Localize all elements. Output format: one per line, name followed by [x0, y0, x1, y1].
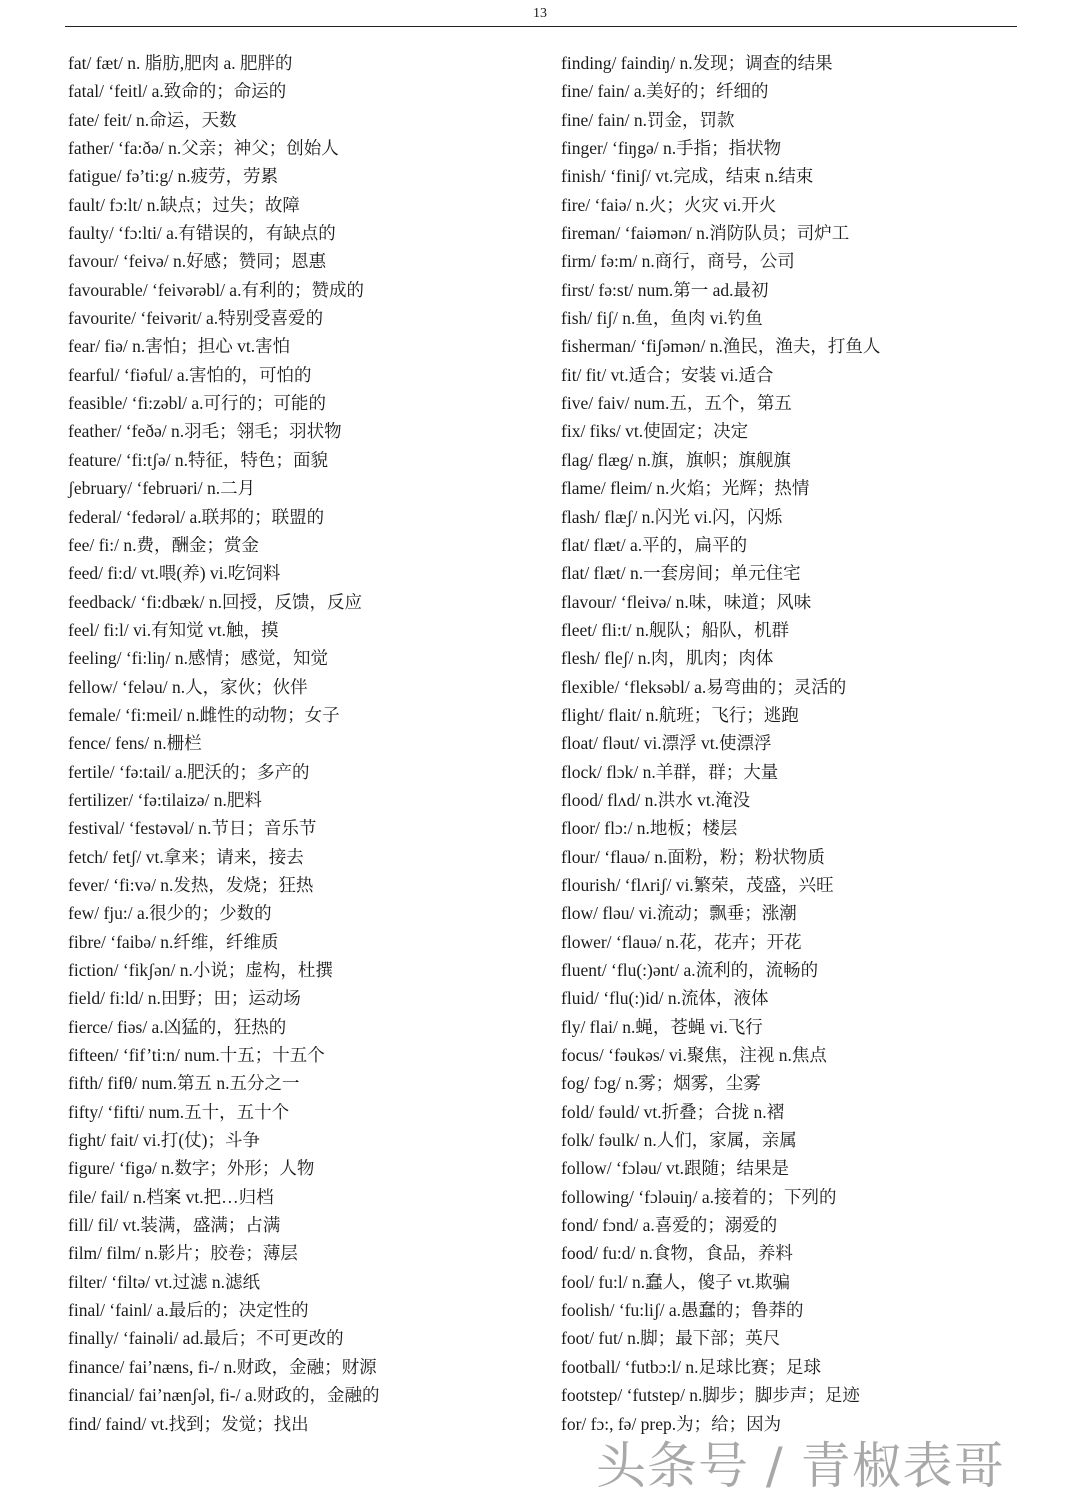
vocab-entry: fold/ fəuld/ vt.折叠；合拢 n.褶 [561, 1101, 785, 1122]
vocab-entry: football/ ‘futbɔ:l/ n.足球比赛；足球 [561, 1356, 822, 1377]
vocab-entry: fisherman/ ‘fiʃəmən/ n.渔民，渔夫，打鱼人 [561, 336, 881, 357]
vocab-entry: feeling/ ‘fi:liŋ/ n.感情；感觉，知觉 [68, 648, 328, 669]
vocab-entry: feedback/ ‘fi:dbæk/ n.回授，反馈，反应 [68, 591, 363, 612]
vocab-entry: ʃebruary/ ‘februəri/ n.二月 [68, 478, 256, 499]
header-rule [65, 26, 1017, 27]
vocab-entry: fight/ fait/ vi.打(仗)；斗争 [68, 1130, 260, 1151]
right-column [561, 49, 1041, 1438]
vocab-entry: favourite/ ‘feivərit/ a.特别受喜爱的 [68, 308, 324, 329]
vocab-entry: finger/ ‘fiŋgə/ n.手指；指状物 [561, 138, 782, 159]
vocab-entry: fit/ fit/ vt.适合；安装 vi.适合 [561, 364, 774, 385]
vocab-entry: finance/ fai’næns, fi-/ n.财政，金融；财源 [68, 1356, 377, 1377]
vocab-entry: fatigue/ fə’ti:g/ n.疲劳，劳累 [68, 166, 279, 187]
vocab-entry: fifteen/ ‘fif’ti:n/ num.十五；十五个 [68, 1045, 325, 1066]
vocab-entry: favourable/ ‘feivərəbl/ a.有利的；赞成的 [68, 279, 364, 300]
vocab-entry: faulty/ ‘fɔ:lti/ a.有错误的，有缺点的 [68, 223, 336, 244]
vocab-entry: for/ fɔ:, fə/ prep.为；给；因为 [561, 1413, 782, 1434]
vocab-entry: fish/ fiʃ/ n.鱼，鱼肉 vi.钓鱼 [561, 308, 763, 329]
vocab-entry: film/ film/ n.影片；胶卷；薄层 [68, 1243, 298, 1264]
vocab-entry: finding/ faindiŋ/ n.发现；调查的结果 [561, 53, 833, 73]
vocab-entry: father/ ‘fa:ðə/ n.父亲；神父；创始人 [68, 138, 339, 159]
vocab-entry: flower/ ‘flauə/ n.花，花卉；开花 [561, 931, 802, 952]
vocab-entry: fatal/ ‘feitl/ a.致命的；命运的 [68, 81, 287, 102]
vocab-entry: fierce/ fiəs/ a.凶猛的，狂热的 [68, 1016, 287, 1037]
vocab-entry: few/ fju:/ a.很少的；少数的 [68, 903, 272, 924]
vocab-entry: flood/ flʌd/ n.洪水 vt.淹没 [561, 789, 751, 810]
vocab-entry: fate/ feit/ n.命运，天数 [68, 109, 237, 130]
vocab-entry: flash/ flæʃ/ n.闪光 vi.闪，闪烁 [561, 506, 783, 527]
vocab-entry: fearful/ ‘fiəful/ a.害怕的，可怕的 [68, 364, 312, 385]
vocab-entry: fellow/ ‘feləu/ n.人，家伙；伙伴 [68, 676, 308, 697]
vocab-entry: flesh/ fleʃ/ n.肉，肌肉；肉体 [561, 648, 774, 669]
vocab-entry: fifty/ ‘fifti/ num.五十，五十个 [68, 1101, 290, 1122]
vocab-entry: fly/ flai/ n.蝇，苍蝇 vi.飞行 [561, 1016, 763, 1037]
vocab-entry: flame/ fleim/ n.火焰；光辉；热情 [561, 478, 810, 499]
vocab-entry: fireman/ ‘faiəmən/ n.消防队员；司炉工 [561, 223, 850, 244]
vocab-entry: flag/ flæg/ n.旗，旗帜；旗舰旗 [561, 449, 791, 470]
vocab-entry: foot/ fut/ n.脚；最下部；英尺 [561, 1328, 781, 1349]
watermark: 头条号 / 青椒表哥 [596, 1437, 1005, 1495]
vocab-entry: fluent/ ‘flu(:)ənt/ a.流利的，流畅的 [561, 960, 819, 980]
vocab-entry: following/ ‘fɔləuiŋ/ a.接着的；下列的 [561, 1186, 837, 1207]
vocab-entry: focus/ ‘fəukəs/ vi.聚焦，注视 n.焦点 [561, 1045, 827, 1066]
vocab-entry: federal/ ‘fedərəl/ a.联邦的；联盟的 [68, 506, 325, 527]
vocab-entry: fine/ fain/ a.美好的；纤细的 [561, 81, 769, 102]
vocab-entry: fertilizer/ ‘fə:tilaizə/ n.肥料 [68, 789, 262, 810]
vocab-entry: folk/ fəulk/ n.人们，家属，亲属 [561, 1130, 797, 1151]
vocab-entry: fault/ fɔ:lt/ n.缺点；过失；故障 [68, 194, 300, 215]
vocab-entry: five/ faiv/ num.五，五个，第五 [561, 393, 792, 414]
vocab-entry: flat/ flæt/ n.一套房间；单元住宅 [561, 563, 801, 584]
vocab-entry: fiction/ ‘fikʃən/ n.小说；虚构，杜撰 [68, 960, 333, 980]
vocab-entry: fine/ fain/ n.罚金，罚款 [561, 109, 735, 130]
left-column [68, 49, 538, 1438]
vocab-entry: filter/ ‘filtə/ vt.过滤 n.滤纸 [68, 1271, 260, 1292]
vocab-entry: festival/ ‘festəvəl/ n.节日；音乐节 [68, 818, 317, 839]
vocab-entry: field/ fi:ld/ n.田野；田；运动场 [68, 988, 301, 1009]
vocab-entry: follow/ ‘fɔləu/ vt.跟随；结果是 [561, 1158, 789, 1179]
vocab-entry: financial/ fai’nænʃəl, fi-/ a.财政的，金融的 [68, 1385, 380, 1406]
vocab-entry: first/ fə:st/ num.第一 ad.最初 [561, 279, 769, 300]
vocab-entry: fibre/ ‘faibə/ n.纤维，纤维质 [68, 931, 279, 952]
vocab-entry: fertile/ ‘fə:tail/ a.肥沃的；多产的 [68, 761, 310, 782]
vocab-entry: fool/ fu:l/ n.蠢人，傻子 vt.欺骗 [561, 1271, 790, 1292]
vocab-entry: fix/ fiks/ vt.使固定；决定 [561, 421, 749, 442]
vocab-entry: female/ ‘fi:meil/ n.雌性的动物；女子 [68, 704, 340, 725]
vocab-entry: fat/ fæt/ n. 脂肪,肥肉 a. 肥胖的 [68, 53, 293, 73]
vocab-entry: flourish/ ‘flʌriʃ/ vi.繁荣，茂盛，兴旺 [561, 874, 834, 895]
vocab-entry: flight/ flait/ n.航班；飞行；逃跑 [561, 704, 799, 725]
vocab-entry: fee/ fi:/ n.费，酬金；赏金 [68, 534, 260, 555]
vocab-entry: feel/ fi:l/ vi.有知觉 vt.触，摸 [68, 619, 279, 640]
vocab-entry: flour/ ‘flauə/ n.面粉，粉；粉状物质 [561, 846, 825, 867]
page-number: 13 [533, 6, 547, 21]
vocab-entry: feasible/ ‘fi:zəbl/ a.可行的；可能的 [68, 393, 327, 414]
vocab-entry: fill/ fil/ vt.装满，盛满；占满 [68, 1215, 281, 1236]
vocab-entry: fifth/ fifθ/ num.第五 n.五分之一 [68, 1073, 300, 1094]
vocab-entry: feed/ fi:d/ vt.喂(养) vi.吃饲料 [68, 563, 281, 584]
vocab-entry: flock/ flɔk/ n.羊群，群；大量 [561, 761, 779, 782]
vocab-entry: file/ fail/ n.档案 vt.把…归档 [68, 1186, 274, 1207]
vocab-entry: feature/ ‘fi:tʃə/ n.特征，特色；面貌 [68, 449, 329, 470]
vocab-entry: figure/ ‘figə/ n.数字；外形；人物 [68, 1158, 315, 1179]
vocab-entry: feather/ ‘feðə/ n.羽毛；翎毛；羽状物 [68, 421, 342, 442]
vocab-entry: flow/ fləu/ vi.流动；飘垂；涨潮 [561, 903, 797, 924]
vocab-entry: firm/ fə:m/ n.商行，商号，公司 [561, 251, 795, 272]
vocab-entry: fog/ fɔg/ n.雾；烟雾，尘雾 [561, 1073, 761, 1094]
vocab-entry: flavour/ ‘fleivə/ n.味，味道；风味 [561, 591, 812, 612]
vocab-entry: find/ faind/ vt.找到；发觉；找出 [68, 1413, 309, 1434]
vocab-entry: food/ fu:d/ n.食物，食品，养料 [561, 1243, 793, 1264]
vocab-entry: fence/ fens/ n.栅栏 [68, 733, 202, 754]
vocab-entry: fetch/ fetʃ/ vt.拿来；请来，接去 [68, 846, 304, 867]
vocab-entry: fluid/ ‘flu(:)id/ n.流体，液体 [561, 988, 769, 1009]
vocab-entry: flexible/ ‘fleksəbl/ a.易弯曲的；灵活的 [561, 676, 847, 697]
vocab-entry: finish/ ‘finiʃ/ vt.完成，结束 n.结束 [561, 166, 814, 187]
vocab-entry: fear/ fiə/ n.害怕；担心 vt.害怕 [68, 336, 291, 357]
vocab-entry: floor/ flɔ:/ n.地板；楼层 [561, 818, 738, 839]
vocab-entry: footstep/ ‘futstep/ n.脚步；脚步声；足迹 [561, 1385, 860, 1406]
vocab-entry: favour/ ‘feivə/ n.好感；赞同；恩惠 [68, 251, 327, 272]
vocab-entry: finally/ ‘fainəli/ ad.最后；不可更改的 [68, 1328, 344, 1349]
vocab-entry: fond/ fɔnd/ a.喜爱的；溺爱的 [561, 1215, 778, 1236]
vocab-entry: fire/ ‘faiə/ n.火；火灾 vi.开火 [561, 194, 777, 215]
vocab-entry: fever/ ‘fi:və/ n.发热，发烧；狂热 [68, 874, 314, 895]
vocab-entry: float/ fləut/ vi.漂浮 vt.使漂浮 [561, 733, 772, 754]
vocab-entry: foolish/ ‘fu:liʃ/ a.愚蠢的；鲁莽的 [561, 1300, 804, 1321]
vocab-entry: flat/ flæt/ a.平的，扁平的 [561, 534, 748, 555]
vocab-entry: final/ ‘fainl/ a.最后的；决定性的 [68, 1300, 309, 1321]
vocab-entry: fleet/ fli:t/ n.舰队；船队，机群 [561, 619, 789, 640]
